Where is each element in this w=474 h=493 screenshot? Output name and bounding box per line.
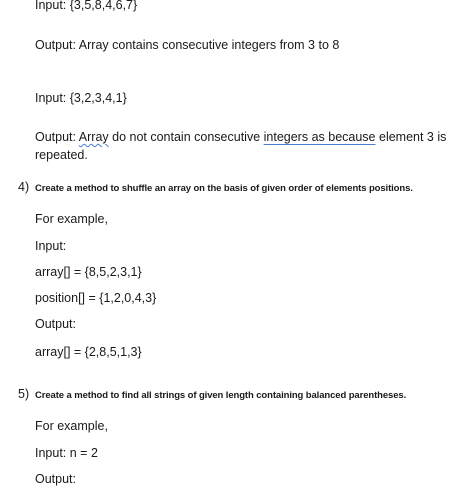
q4-position-line: position[] = {1,2,0,4,3}	[35, 291, 157, 305]
q4-array-line: array[] = {8,5,2,3,1}	[35, 265, 142, 279]
example-output-2	[35, 128, 463, 164]
question-5-heading	[18, 385, 406, 403]
q4-input-label: Input:	[35, 239, 67, 253]
q5-input-line: Input: n = 2	[35, 446, 98, 460]
q4-result-line: array[] = {2,8,5,1,3}	[35, 345, 142, 359]
example-input-1: Input: {3,5,8,4,6,7}	[35, 0, 138, 12]
example-input-2: Input: {3,2,3,4,1}	[35, 91, 127, 105]
question-4-number: 4)	[18, 180, 30, 194]
q5-for-example: For example,	[35, 419, 108, 433]
output-2-grammar-flag: integers as because	[263, 130, 376, 144]
question-5-number: 5)	[18, 387, 30, 401]
q4-for-example: For example,	[35, 212, 108, 226]
example-output-1: Output: Array contains consecutive integers from 3 to 8	[35, 38, 340, 52]
question-5-title: Create a method to find all strings of given length containing balanced parentheses.	[35, 390, 407, 401]
question-4-heading	[18, 178, 413, 196]
output-2-rest: element 3 is repeated.	[35, 130, 447, 162]
output-2-array-word: Array	[78, 130, 109, 144]
output-2-middle: do not contain consecutive	[108, 130, 264, 144]
output-2-prefix: Output:	[35, 130, 79, 144]
q4-output-label: Output:	[35, 317, 76, 331]
q5-output-label: Output:	[35, 472, 76, 486]
question-4-title: Create a method to shuffle an array on the basis of given order of elements positions.	[35, 183, 413, 194]
